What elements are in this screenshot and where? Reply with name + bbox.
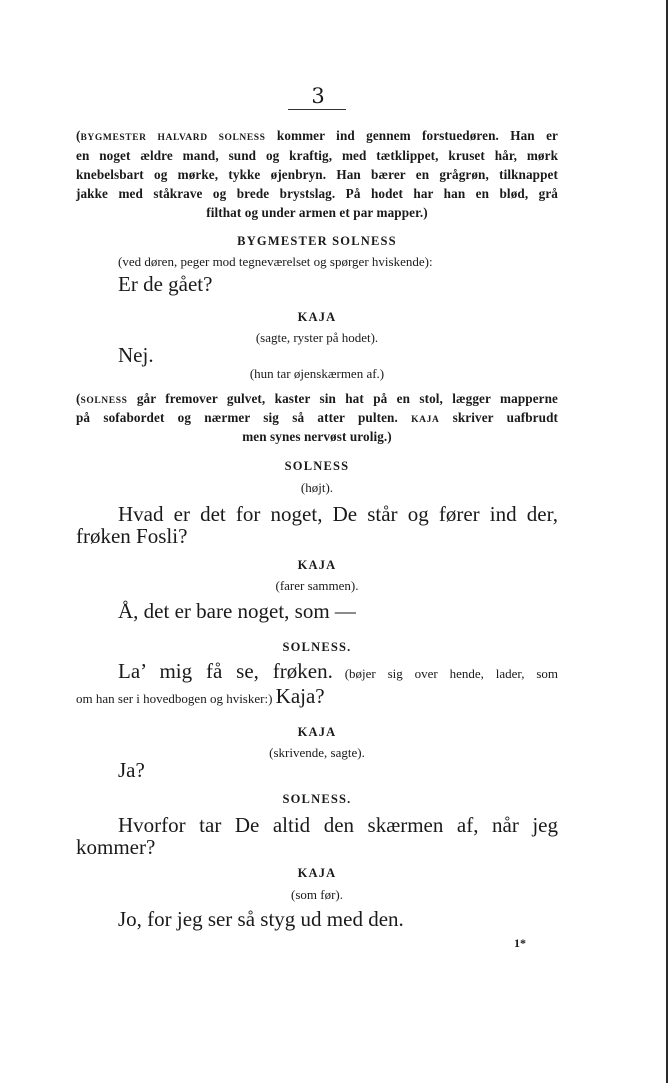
dialogue-line-2: om han ser i hovedbogen og hvisker:) Kaja? [76, 684, 325, 708]
character-name-smallcaps: KAJA [411, 415, 440, 425]
character-name-smallcaps: BYGMESTER HALVARD SOLNESS [80, 133, 266, 143]
stage-direction-inline: (bøjer sig over hende, lader, som [332, 666, 558, 681]
printer-signature-mark: 1* [514, 936, 526, 950]
speaker-name: KAJA [297, 310, 337, 324]
stage-direction: (farer sammen). [275, 578, 359, 593]
stage-direction-line-3: knebelsbart og mørke, tykke øjenbryn. Han bærer en grågrøn, tilknappet [76, 167, 558, 182]
stage-direction-line-2: på sofabordet og nærmer sig så atter pulten. KAJA skriver uafbrudt [76, 410, 558, 425]
stage-direction-line-1: (SOLNESS går fremover gulvet, kaster sin hat på en stol, lægger mapperne [76, 391, 558, 406]
dialogue-line-1: La’ mig få se, frøken. (bøjer sig over hende, lader, som [118, 659, 558, 683]
speaker-name: SOLNESS. [282, 792, 352, 806]
page-number-rule [288, 109, 346, 110]
dialogue-line: Ja? [118, 758, 145, 782]
speaker-name: SOLNESS. [282, 640, 352, 654]
stage-direction: (højt). [300, 480, 334, 495]
page-edge-shadow [666, 0, 668, 1083]
stage-direction: (som før). [291, 887, 343, 902]
speaker-name: SOLNESS [284, 459, 350, 473]
dialogue-line: Er de gået? [118, 272, 213, 296]
dialogue-line: Å, det er bare noget, som — [118, 599, 356, 623]
stage-direction: (skrivende, sagte). [269, 745, 365, 760]
dialogue-line: Jo, for jeg ser så styg ud med den. [118, 907, 404, 931]
speaker-name: BYGMESTER SOLNESS [237, 234, 397, 248]
speaker-name: KAJA [297, 558, 337, 572]
speaker-name: KAJA [297, 866, 337, 880]
stage-direction-line-2: en noget ældre mand, sund og kraftig, med tætklippet, kruset hår, mørk [76, 148, 558, 163]
dialogue-line-2: kommer? [76, 835, 156, 859]
stage-direction-line-1: (BYGMESTER HALVARD SOLNESS kommer ind gennem forstuedøren. Han er [76, 128, 558, 143]
stage-direction-line-3: men synes nervøst urolig.) [242, 429, 392, 444]
dialogue-line-2: frøken Fosli? [76, 524, 188, 548]
character-name-smallcaps: SOLNESS [80, 396, 128, 406]
page-number: 3 [311, 84, 325, 108]
speaker-name: KAJA [297, 725, 337, 739]
dialogue-line-1: Hvorfor tar De altid den skærmen af, når jeg [118, 813, 558, 837]
stage-direction: (ved døren, peger mod tegneværelset og spørger hviskende): [118, 254, 433, 269]
dialogue-line: Nej. [118, 343, 154, 367]
stage-direction-line-5: filthat og under armen et par mapper.) [206, 205, 428, 220]
dialogue-line-1: Hvad er det for noget, De står og fører ind der, [118, 502, 558, 526]
stage-direction-inline: om han ser i hovedbogen og hvisker:) [76, 691, 276, 706]
stage-direction-line-4: jakke med ståkrave og brede brystslag. På hodet har han en blød, grå [76, 186, 558, 201]
stage-direction: (hun tar øjenskærmen af.) [249, 366, 385, 381]
stage-direction: (sagte, ryster på hodet). [255, 330, 379, 345]
